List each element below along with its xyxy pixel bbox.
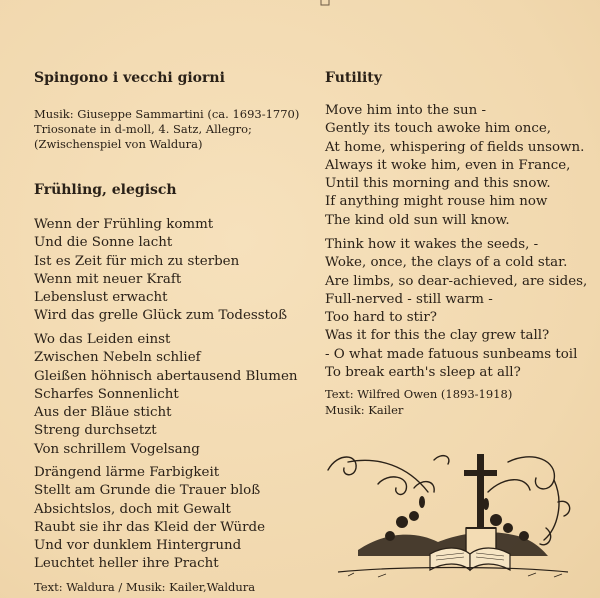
poem-line: - O what made fatuous sunbeams toil: [325, 346, 578, 362]
poem-line: Gently its touch awoke him once,: [325, 121, 551, 137]
poem-stanza-2: [325, 236, 587, 382]
poem-stanza-2: [34, 331, 298, 459]
poem-line: Scharfes Sonnenlicht: [34, 386, 179, 402]
poem-line: Lebenslust erwacht: [34, 290, 168, 306]
poem-stanza-1: [325, 102, 584, 230]
poem-line: Wenn der Frühling kommt: [34, 217, 214, 232]
poem-line: If anything might rouse him now: [325, 194, 548, 210]
bracket-mark: [318, 0, 332, 10]
section-title-spingono: Spingono i vecchi giorni: [34, 70, 225, 86]
poem-line: Woke, once, the clays of a cold star.: [325, 255, 568, 271]
poem-line: Drängend lärme Farbigkeit: [34, 465, 220, 480]
poem-line: Und die Sonne lacht: [34, 235, 173, 251]
poem-stanza-1: [34, 216, 287, 326]
section-title-futility: Futility: [325, 70, 382, 86]
poem-line: Think how it wakes the seeds, -: [325, 237, 539, 252]
poem-line: The kind old sun will know.: [325, 212, 510, 228]
section-title-fruehling: Frühling, elegisch: [34, 182, 177, 198]
poem-line: Full-nerved - still warm -: [325, 291, 493, 307]
poem-line: Move him into the sun -: [325, 103, 487, 118]
poem-line: Too hard to stir?: [325, 310, 437, 326]
poem-line: Absichtslos, doch mit Gewalt: [34, 501, 231, 517]
poem-line: Until this morning and this snow.: [325, 176, 551, 192]
poem-line: Wo das Leiden einst: [34, 332, 171, 347]
music-credit-line-2: Triosonate in d-moll, 4. Satz, Allegro;: [34, 122, 252, 136]
poem-line: Wird das grelle Glück zum Todesstoß: [34, 308, 288, 324]
music-credit-line-1: Musik: Giuseppe Sammartini (ca. 1693-1770): [34, 107, 300, 121]
poem-line: Always it woke him, even in France,: [325, 157, 571, 173]
poem-line: Was it for this the clay grew tall?: [325, 328, 550, 344]
poem-stanza-3: [34, 464, 265, 574]
poem-line: To break earth's sleep at all?: [325, 365, 521, 381]
grave-cross-illustration: [318, 432, 580, 584]
poem-line: Stellt am Grunde die Trauer bloß: [34, 483, 261, 499]
poem-line: Ist es Zeit für mich zu sterben: [34, 253, 240, 269]
music-credit-line-3: (Zwischenspiel von Waldura): [34, 137, 203, 151]
poem-line: Streng durchsetzt: [34, 423, 157, 439]
poem-line: Zwischen Nebeln schlief: [34, 350, 201, 366]
poem-line: Leuchtet heller ihre Pracht: [34, 556, 219, 572]
music-credit: Musik: Kailer: [325, 403, 404, 417]
text-music-credit: Text: Waldura / Musik: Kailer,Waldura: [34, 580, 256, 594]
poem-line: Gleißen höhnisch abertausend Blumen: [34, 368, 298, 384]
poem-line: Aus der Bläue sticht: [34, 405, 172, 421]
poem-line: Und vor dunklem Hintergrund: [34, 538, 242, 554]
poem-line: At home, whispering of fields unsown.: [325, 139, 585, 155]
poem-line: Von schrillem Vogelsang: [34, 441, 200, 457]
poem-line: Raubt sie ihr das Kleid der Würde: [34, 519, 266, 535]
text-credit: Text: Wilfred Owen (1893-1918): [325, 387, 513, 401]
poem-line: Wenn mit neuer Kraft: [34, 271, 182, 287]
poem-line: Are limbs, so dear-achieved, are sides,: [325, 273, 588, 289]
